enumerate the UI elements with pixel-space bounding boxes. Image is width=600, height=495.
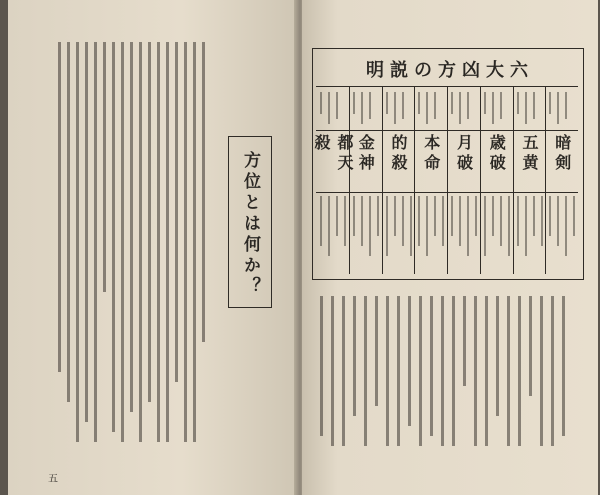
text-column — [541, 196, 543, 246]
column-header-text — [320, 92, 350, 128]
text-column — [529, 296, 532, 396]
text-column — [463, 296, 466, 386]
column-description-text — [320, 196, 350, 266]
text-column — [419, 296, 422, 446]
left-body-text — [58, 42, 208, 442]
term-cell: 都天殺 — [312, 134, 354, 174]
column-header-text — [484, 92, 514, 128]
text-column — [67, 42, 70, 402]
notes-text — [320, 296, 570, 446]
text-column — [331, 296, 334, 446]
page-number: 五 — [48, 474, 58, 485]
text-column — [184, 42, 187, 442]
text-column — [328, 92, 330, 124]
text-column — [361, 92, 363, 124]
text-column — [551, 296, 554, 446]
text-column — [342, 296, 345, 446]
text-column — [394, 196, 396, 236]
text-column — [410, 196, 412, 256]
text-column — [375, 296, 378, 406]
text-column — [430, 296, 433, 436]
text-column — [525, 196, 527, 256]
text-column — [336, 196, 338, 236]
text-column — [484, 196, 486, 256]
text-column — [549, 196, 551, 236]
text-column — [518, 296, 521, 446]
text-column — [320, 196, 322, 246]
text-column — [565, 196, 567, 256]
text-column — [386, 196, 388, 256]
text-column — [492, 196, 494, 236]
text-column — [426, 196, 428, 256]
term-cell: 五黄 — [520, 134, 539, 174]
text-column — [418, 92, 420, 114]
text-column — [474, 296, 477, 446]
text-column — [103, 42, 106, 292]
text-column — [451, 196, 453, 236]
text-column — [492, 92, 494, 124]
text-column — [402, 92, 404, 119]
text-column — [58, 42, 61, 372]
column-header-text — [353, 92, 383, 128]
text-column — [441, 296, 444, 446]
text-column — [112, 42, 115, 432]
text-column — [320, 296, 323, 436]
column-description-text — [549, 196, 579, 266]
text-column — [76, 42, 79, 442]
text-column — [386, 296, 389, 446]
term-cell: 金神 — [356, 134, 376, 174]
text-column — [353, 92, 355, 114]
column-description-text — [418, 196, 448, 266]
text-column — [562, 296, 565, 436]
text-column — [467, 196, 469, 256]
text-column — [484, 92, 486, 114]
text-column — [320, 92, 322, 114]
column-description-text — [386, 196, 416, 266]
text-column — [394, 92, 396, 124]
text-column — [157, 42, 160, 442]
text-column — [397, 296, 400, 446]
text-column — [202, 42, 205, 342]
text-column — [377, 196, 379, 236]
text-column — [517, 196, 519, 246]
text-column — [452, 296, 455, 446]
text-column — [94, 42, 97, 442]
text-column — [175, 42, 178, 382]
text-column — [500, 92, 502, 119]
text-column — [533, 92, 535, 119]
text-column — [121, 42, 124, 442]
text-column — [402, 196, 404, 246]
text-column — [540, 296, 543, 446]
text-column — [85, 42, 88, 422]
column-header-text — [517, 92, 547, 128]
text-column — [507, 296, 510, 446]
text-column — [475, 196, 477, 236]
text-column — [565, 92, 567, 119]
text-column — [369, 196, 371, 256]
column-header-text — [549, 92, 579, 128]
text-column — [139, 42, 142, 442]
text-column — [130, 42, 133, 412]
term-cell: 暗剣 — [552, 134, 572, 174]
text-column — [467, 92, 469, 119]
text-column — [148, 42, 151, 402]
text-column — [500, 196, 502, 246]
text-column — [434, 196, 436, 236]
text-column — [508, 196, 510, 256]
column-header-text — [386, 92, 416, 128]
text-column — [557, 92, 559, 124]
text-column — [459, 196, 461, 246]
text-column — [408, 296, 411, 426]
column-header-text — [451, 92, 481, 128]
column-description-text — [451, 196, 481, 266]
text-column — [549, 92, 551, 114]
column-description-text — [484, 196, 514, 266]
text-column — [496, 296, 499, 416]
term-cell: 的殺 — [389, 134, 408, 174]
text-column — [328, 196, 330, 256]
column-header-text — [418, 92, 448, 128]
text-column — [485, 296, 488, 446]
text-column — [573, 196, 575, 236]
text-column — [193, 42, 196, 442]
text-column — [344, 196, 346, 246]
text-column — [361, 196, 363, 246]
text-column — [418, 196, 420, 246]
text-column — [426, 92, 428, 124]
text-column — [166, 42, 169, 442]
text-column — [386, 92, 388, 114]
table-title: 六大凶方の説明 — [366, 60, 534, 81]
text-column — [336, 92, 338, 119]
text-column — [353, 196, 355, 236]
term-cell: 歳破 — [487, 134, 507, 174]
text-column — [442, 196, 444, 246]
text-column — [533, 196, 535, 236]
text-column — [353, 296, 356, 416]
text-column — [525, 92, 527, 124]
text-column — [364, 296, 367, 446]
text-column — [557, 196, 559, 246]
term-cell: 月破 — [454, 134, 474, 174]
section-heading-box — [228, 136, 272, 308]
section-heading: 方位とは何か？ — [240, 151, 260, 298]
text-column — [369, 92, 371, 119]
text-column — [451, 92, 453, 114]
column-description-text — [353, 196, 383, 266]
column-description-text — [517, 196, 547, 266]
term-cell: 本命 — [421, 134, 441, 174]
text-column — [434, 92, 436, 119]
text-column — [459, 92, 461, 124]
text-column — [517, 92, 519, 114]
